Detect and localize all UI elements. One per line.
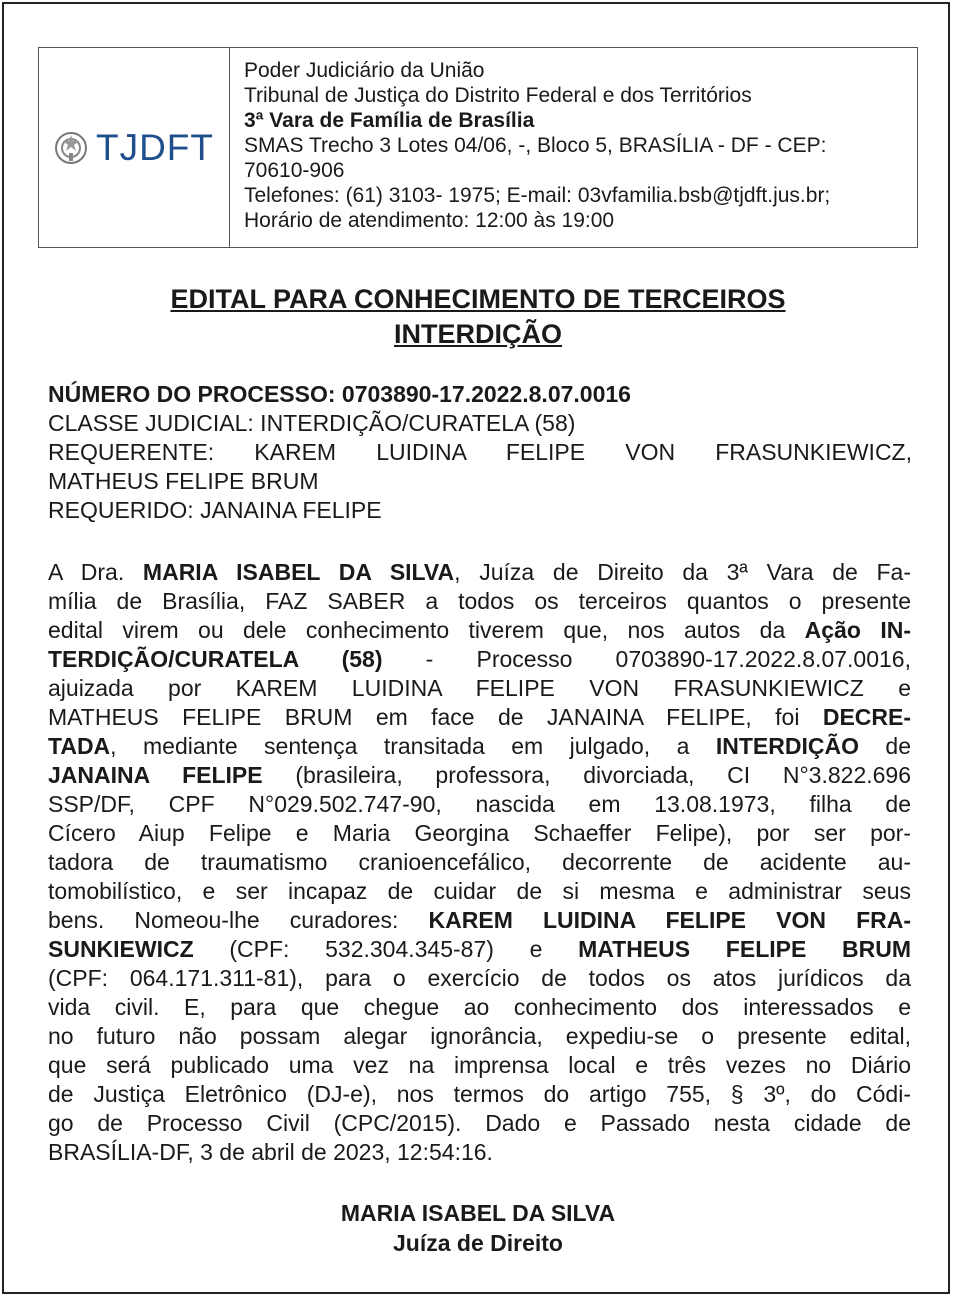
body-line: tadora de traumatismo cranioencefálico, decorrente de acidente au- bbox=[48, 849, 911, 875]
text-run: A Dra. bbox=[48, 559, 143, 585]
requerente-line-1: REQUERENTE: KAREM LUIDINA FELIPE VON FRASUNKIEWICZ, bbox=[48, 439, 912, 465]
text-run-bold: Ação IN- bbox=[804, 617, 911, 643]
body-line: SSP/DF, CPF N°029.502.747-90, nascida em 13.08.1973, filha de bbox=[48, 791, 911, 817]
title-line-2: INTERDIÇÃO bbox=[394, 319, 562, 349]
court-line-judiciary: Poder Judiciário da União bbox=[244, 59, 485, 82]
court-line-contact: Telefones: (61) 3103- 1975; E-mail: 03vfamilia.bsb@tjdft.jus.br; bbox=[244, 184, 831, 207]
judge-name: MARIA ISABEL DA SILVA bbox=[142, 559, 455, 585]
text-run-bold: SUNKIEWICZ bbox=[48, 936, 194, 962]
signature-role: Juíza de Direito bbox=[393, 1230, 563, 1256]
body-line bbox=[48, 906, 911, 935]
text-run: edital virem ou dele conhecimento tiverem que, nos autos da bbox=[48, 617, 805, 643]
process-metadata bbox=[48, 380, 912, 525]
signature-block bbox=[0, 1198, 956, 1258]
body-line bbox=[48, 616, 911, 645]
court-info bbox=[230, 48, 830, 247]
body-line: mília de Brasília, FAZ SABER a todos os terceiros quantos o presente bbox=[48, 588, 911, 614]
text-run-bold: KAREM LUIDINA FELIPE VON FRA- bbox=[428, 907, 911, 933]
body-line: de Justiça Eletrônico (DJ-e), nos termos do artigo 755, § 3º, do Códi- bbox=[48, 1081, 911, 1107]
text-run: (brasileira, professora, divorciada, CI N°3.822.696 bbox=[262, 762, 912, 788]
logo-wordmark: TJDFT bbox=[95, 126, 215, 168]
court-line-cep: 70610-906 bbox=[244, 159, 345, 182]
text-run: MATHEUS FELIPE BRUM em face de JANAINA FELIPE, foi bbox=[48, 704, 823, 730]
body-line: que será publicado uma vez na imprensa local e três vezes no Diário bbox=[48, 1052, 911, 1078]
body-line: Cícero Aiup Felipe e Maria Georgina Schaeffer Felipe), por ser por- bbox=[48, 820, 911, 846]
court-header bbox=[38, 47, 918, 248]
text-run: de bbox=[858, 733, 911, 759]
text-run: (CPF: 532.304.345-87) e bbox=[193, 936, 579, 962]
body-line bbox=[48, 558, 911, 587]
judicial-class: CLASSE JUDICIAL: INTERDIÇÃO/CURATELA (58) bbox=[48, 410, 576, 436]
edital-body bbox=[48, 558, 911, 1167]
text-run: , Juíza de Direito da 3ª Vara de Fa- bbox=[454, 559, 911, 585]
text-run-bold: MATHEUS FELIPE BRUM bbox=[578, 936, 911, 962]
text-run-bold: TERDIÇÃO/CURATELA (58) bbox=[48, 646, 383, 672]
court-logo bbox=[39, 48, 230, 247]
body-line: tomobilístico, e ser incapaz de cuidar de si mesma e administrar seus bbox=[48, 878, 911, 904]
text-run-bold: JANAINA FELIPE bbox=[48, 762, 263, 788]
signature-name: MARIA ISABEL DA SILVA bbox=[340, 1200, 616, 1226]
body-line bbox=[48, 732, 911, 761]
body-line: BRASÍLIA-DF, 3 de abril de 2023, 12:54:16. bbox=[48, 1139, 493, 1165]
process-number: NÚMERO DO PROCESSO: 0703890-17.2022.8.07.0016 bbox=[48, 381, 631, 407]
requerente-line-2: MATHEUS FELIPE BRUM bbox=[48, 468, 319, 494]
text-run-bold: INTERDIÇÃO bbox=[715, 733, 859, 759]
body-line: no futuro não possam alegar ignorância, expediu-se o presente edital, bbox=[48, 1023, 911, 1049]
body-line: vida civil. E, para que chegue ao conhecimento dos interessados e bbox=[48, 994, 911, 1020]
body-line bbox=[48, 761, 911, 790]
text-run: - Processo 0703890-17.2022.8.07.0016, bbox=[382, 646, 911, 672]
court-line-address: SMAS Trecho 3 Lotes 04/06, -, Bloco 5, BRASÍLIA - DF - CEP: bbox=[244, 134, 827, 157]
court-line-vara: 3ª Vara de Família de Brasília bbox=[244, 109, 535, 132]
body-line: (CPF: 064.171.311-81), para o exercício de todos os atos jurídicos da bbox=[48, 965, 911, 991]
body-line bbox=[48, 935, 911, 964]
body-line bbox=[48, 645, 911, 674]
requerido: REQUERIDO: JANAINA FELIPE bbox=[48, 497, 382, 523]
court-line-tribunal: Tribunal de Justiça do Distrito Federal e dos Territórios bbox=[244, 84, 752, 107]
document-title bbox=[0, 282, 956, 352]
court-line-hours: Horário de atendimento: 12:00 às 19:00 bbox=[244, 209, 615, 232]
text-run: , mediante sentença transitada em julgado, a bbox=[110, 733, 716, 759]
body-line bbox=[48, 703, 911, 732]
title-line-1: EDITAL PARA CONHECIMENTO DE TERCEIROS bbox=[170, 284, 786, 314]
text-run-bold: DECRE- bbox=[822, 704, 911, 730]
body-line: go de Processo Civil (CPC/2015). Dado e Passado nesta cidade de bbox=[48, 1110, 911, 1136]
body-line: ajuizada por KAREM LUIDINA FELIPE VON FRASUNKIEWICZ e bbox=[48, 675, 911, 701]
text-run: bens. Nomeou-lhe curadores: bbox=[48, 907, 429, 933]
coat-of-arms-icon bbox=[54, 131, 88, 165]
text-run-bold: TADA bbox=[48, 733, 111, 759]
